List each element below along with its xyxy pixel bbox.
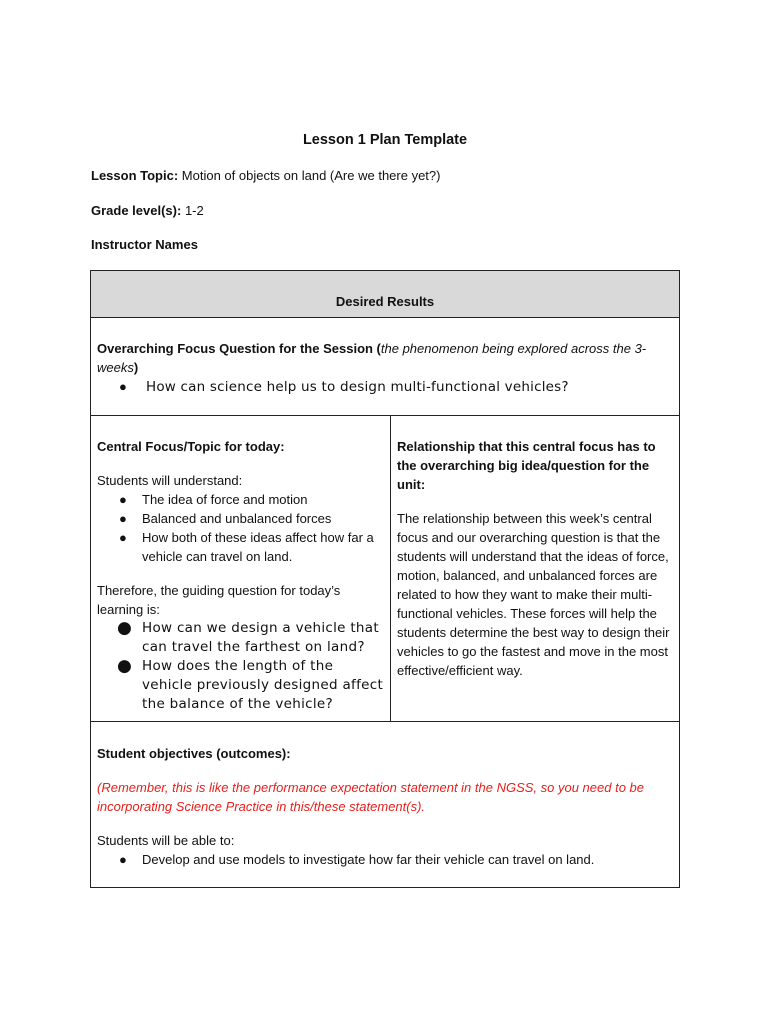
bullet-icon: ● (119, 511, 127, 526)
list-item: ● Develop and use models to investigate how far their vehicle can travel on land. (119, 852, 595, 867)
guiding-question-intro: Therefore, the guiding question for today’s learning is: (97, 583, 341, 617)
bullet-icon: ● (119, 379, 127, 394)
relationship-heading: Relationship that this central focus has to the overarching big idea/question for the unit: (397, 439, 656, 492)
list-item: ● The idea of force and motion (119, 492, 308, 507)
central-focus-heading: Central Focus/Topic for today: (97, 439, 285, 454)
list-item: ● How both of these ideas affect how far a vehicle can travel on land. (119, 530, 374, 564)
lesson-topic (91, 168, 440, 183)
central-intro: Students will understand: (97, 473, 243, 488)
document-title: Lesson 1 Plan Template (302, 132, 468, 148)
list-item: ● Balanced and unbalanced forces (119, 511, 332, 526)
grade-level-value: 1-2 (184, 203, 204, 218)
focus-label: Overarching Focus Question for the Session ( (97, 341, 381, 356)
list-item: ● How can we design a vehicle that can travel the farthest on land? (117, 618, 379, 655)
focus-close-paren: ) (133, 360, 139, 375)
student-objectives-cell (91, 722, 679, 887)
focus-bullet-text: How can science help us to design multi-functional vehicles? (146, 379, 569, 395)
objectives-intro: Students will be able to: (97, 833, 235, 848)
relationship-body: The relationship between this week’s central focus and our overarching question is that the students will understand that the ideas of force, motion, balanced, and unbalanced forces are related to how they want to make their multi-functional vehicles. These forces will help the students determine the best way to design their vehicles to go the fastest and move in the most effective/efficient way. (397, 511, 670, 678)
guiding-questions-list (97, 619, 384, 714)
grade-level-label: Grade level(s): (91, 203, 182, 218)
objectives-list (97, 850, 673, 869)
bullet-icon: ● (117, 656, 133, 676)
instructor-names-label: Instructor Names (91, 237, 198, 252)
relationship-cell (391, 416, 678, 721)
bullet-icon: ● (119, 492, 127, 507)
lesson-topic-value: Motion of objects on land (Are we there yet?) (181, 168, 441, 183)
objectives-heading: Student objectives (outcomes): (97, 746, 291, 761)
understanding-list (97, 490, 384, 566)
desired-results-header: Desired Results (91, 271, 679, 318)
bullet-icon: ● (117, 618, 133, 638)
overarching-focus-cell (91, 318, 679, 416)
bullet-icon: ● (119, 530, 127, 545)
lesson-topic-label: Lesson Topic: (91, 168, 179, 183)
lesson-plan-table (90, 270, 680, 888)
objectives-reminder: (Remember, this is like the performance expectation statement in the NGSS, so you need to be incorporating Science Practice in this/these statement(s). (97, 780, 645, 814)
grade-level (91, 203, 204, 218)
focus-bullet (97, 377, 673, 397)
focus-italic-note: the phenomenon being explored across the 3-weeks (97, 341, 647, 375)
list-item: ● How does the length of the vehicle previously designed affect the balance of the vehicle? (117, 656, 384, 712)
overarching-focus-question (97, 339, 673, 377)
bullet-icon: ● (119, 852, 127, 867)
central-focus-cell (91, 416, 391, 721)
